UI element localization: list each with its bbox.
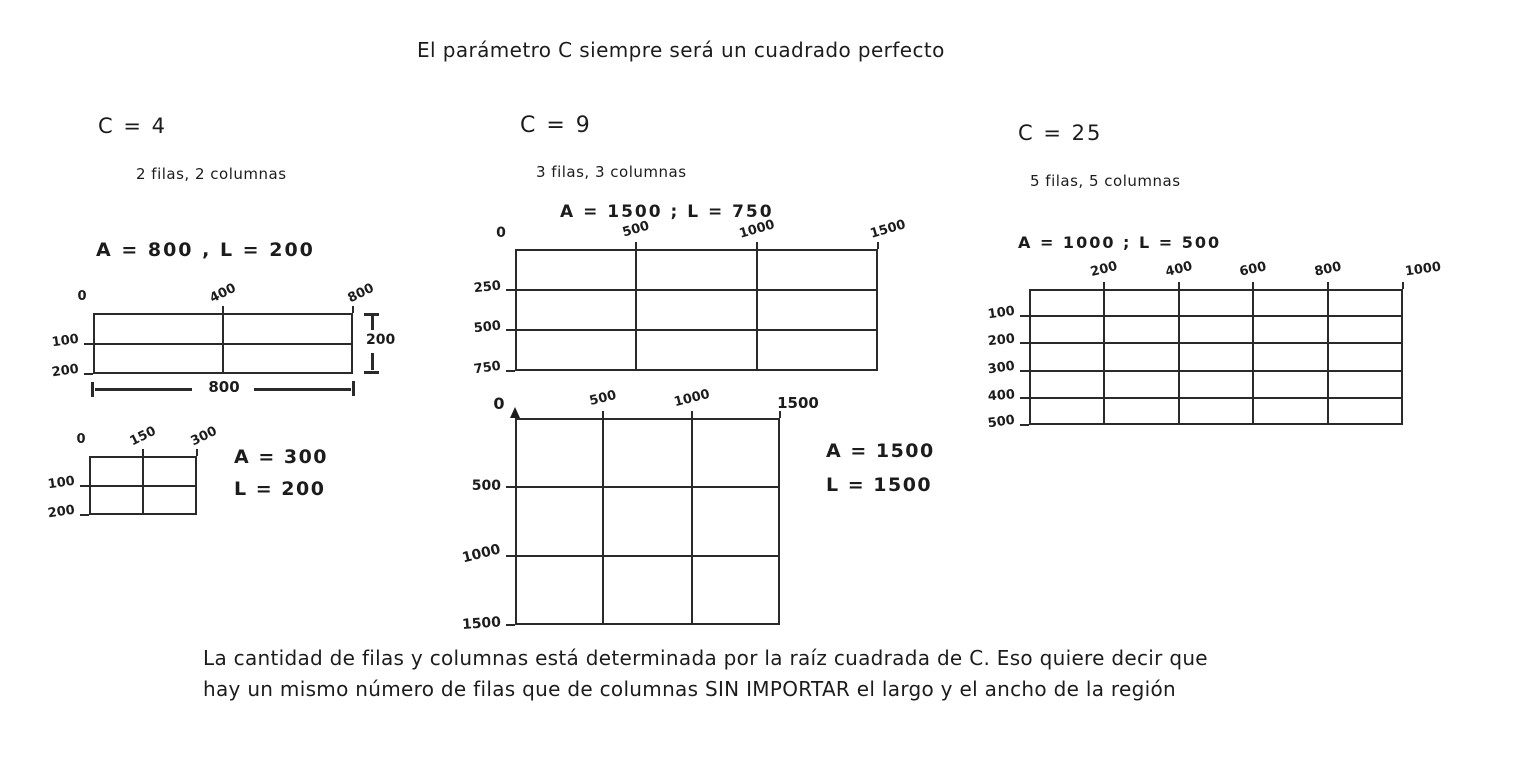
axis-label-top: 200 xyxy=(1088,258,1119,281)
axis-label-top: 1000 xyxy=(737,217,777,242)
dimension-line xyxy=(91,382,94,397)
axis-label-left: 250 xyxy=(473,278,502,296)
grid-line-horizontal xyxy=(1029,397,1403,399)
axis-label-left: 400 xyxy=(987,387,1016,404)
grid-line-horizontal xyxy=(515,486,780,488)
axis-tick-left xyxy=(84,373,93,375)
footer-line-1: La cantidad de filas y columnas está determinada por la raíz cuadrada de C. Eso quiere decir que xyxy=(203,646,1208,670)
axis-label-top: 500 xyxy=(588,387,619,410)
grid-line-vertical xyxy=(1327,289,1329,425)
grid-line-horizontal xyxy=(1029,342,1403,344)
grid-line-horizontal xyxy=(515,289,878,291)
annotation-a1500: A = 1500 xyxy=(826,440,935,462)
axis-tick-left xyxy=(506,486,515,488)
axis-label-top: 0 xyxy=(493,394,505,413)
heading-c25: C = 25 xyxy=(1018,121,1103,145)
axis-label-left: 1000 xyxy=(460,541,503,567)
grid-border xyxy=(515,418,780,625)
axis-tick-top xyxy=(1402,282,1404,289)
axis-tick-left xyxy=(1020,397,1029,399)
axis-tick-top xyxy=(1327,282,1329,289)
axis-label-top: 800 xyxy=(1313,259,1344,280)
axis-tick-left xyxy=(506,329,515,331)
axis-tick-top xyxy=(635,242,637,249)
grid-border xyxy=(1029,289,1403,425)
axis-tick-top xyxy=(602,411,604,418)
axis-label-left: 200 xyxy=(46,502,76,522)
axis-tick-top xyxy=(196,449,198,456)
dimension-label-right: 200 xyxy=(366,332,396,348)
axis-label-top: 0 xyxy=(77,289,87,304)
grid-line-vertical xyxy=(1252,289,1254,425)
axis-tick-left xyxy=(84,343,93,345)
grid-line-horizontal xyxy=(515,329,878,331)
axis-label-top: 600 xyxy=(1238,259,1269,280)
axis-tick-top xyxy=(222,306,224,313)
grid-line-vertical xyxy=(691,418,693,625)
axis-tick-left xyxy=(506,624,515,626)
axis-tick-top xyxy=(352,306,354,313)
grid-line-vertical xyxy=(1178,289,1180,425)
grid-line-horizontal xyxy=(89,485,197,487)
dimension-line xyxy=(364,371,379,374)
axis-label-top: 800 xyxy=(345,280,377,307)
grid-line-vertical xyxy=(635,249,637,371)
axis-tick-top xyxy=(877,242,879,249)
axis-label-top: 1500 xyxy=(777,394,819,412)
axis-label-top: 0 xyxy=(496,225,506,241)
axis-label-left: 500 xyxy=(473,318,502,337)
footer-line-2: hay un mismo número de filas que de columnas SIN IMPORTAR el largo y el ancho de la región xyxy=(203,677,1176,701)
grid-line-vertical xyxy=(756,249,758,371)
formula-c25: A = 1000 ; L = 500 xyxy=(1018,233,1222,252)
grid-border xyxy=(515,249,878,371)
annotation-l200: L = 200 xyxy=(234,478,326,500)
axis-label-left: 1500 xyxy=(461,614,502,634)
page-title: El parámetro C siempre será un cuadrado perfecto xyxy=(417,38,945,62)
axis-label-left: 200 xyxy=(987,331,1016,350)
axis-label-top: 0 xyxy=(76,432,86,447)
dimension-line xyxy=(352,381,355,396)
axis-tick-top xyxy=(142,449,144,456)
axis-label-top: 500 xyxy=(620,218,651,241)
subheading-c9: 3 filas, 3 columnas xyxy=(536,163,687,181)
axis-label-left: 300 xyxy=(986,358,1016,377)
grid-line-horizontal xyxy=(515,555,780,557)
axis-tick-left xyxy=(1020,424,1029,426)
axis-tick-left xyxy=(506,555,515,557)
grid-line-vertical xyxy=(602,418,604,625)
axis-tick-left xyxy=(506,289,515,291)
dimension-line xyxy=(95,388,192,391)
subheading-c4: 2 filas, 2 columnas xyxy=(136,165,287,183)
axis-label-left: 500 xyxy=(986,412,1016,432)
axis-tick-top xyxy=(1178,282,1180,289)
axis-label-left: 100 xyxy=(46,473,76,492)
axis-label-top: 150 xyxy=(127,423,159,450)
axis-tick-left xyxy=(1020,370,1029,372)
dimension-line xyxy=(371,353,374,370)
axis-tick-top xyxy=(756,242,758,249)
dimension-line xyxy=(371,315,374,330)
axis-label-left: 100 xyxy=(986,303,1016,323)
axis-tick-left xyxy=(506,370,515,372)
axis-tick-left xyxy=(80,485,89,487)
axis-tick-top xyxy=(779,411,781,418)
axis-label-top: 1500 xyxy=(868,217,908,242)
axis-tick-top xyxy=(1103,282,1105,289)
axis-tick-top xyxy=(1252,282,1254,289)
axis-label-top: 400 xyxy=(1163,258,1194,281)
formula-c4: A = 800 , L = 200 xyxy=(96,239,315,261)
formula-c9: A = 1500 ; L = 750 xyxy=(560,202,774,222)
grid-line-horizontal xyxy=(1029,315,1403,317)
axis-label-left: 750 xyxy=(472,358,502,378)
annotation-l1500: L = 1500 xyxy=(826,474,933,496)
axis-tick-left xyxy=(80,514,89,516)
grid-line-horizontal xyxy=(93,343,353,345)
axis-tick-top xyxy=(691,411,693,418)
grid-line-vertical xyxy=(1103,289,1105,425)
axis-label-top: 400 xyxy=(207,280,239,307)
axis-label-left: 500 xyxy=(471,477,501,494)
annotation-a300: A = 300 xyxy=(234,446,329,468)
axis-label-left: 100 xyxy=(50,331,80,350)
axis-label-top: 300 xyxy=(188,423,220,450)
axis-arrow-icon xyxy=(510,407,520,418)
grid-line-horizontal xyxy=(1029,370,1403,372)
dimension-line xyxy=(254,388,351,391)
heading-c4: C = 4 xyxy=(98,114,167,138)
axis-tick-left xyxy=(1020,315,1029,317)
heading-c9: C = 9 xyxy=(520,113,592,138)
axis-label-left: 200 xyxy=(50,361,80,381)
dimension-label-bottom: 800 xyxy=(208,378,240,396)
subheading-c25: 5 filas, 5 columnas xyxy=(1030,172,1181,190)
axis-label-top: 1000 xyxy=(1404,259,1442,280)
axis-tick-left xyxy=(1020,342,1029,344)
axis-label-top: 1000 xyxy=(672,386,712,411)
